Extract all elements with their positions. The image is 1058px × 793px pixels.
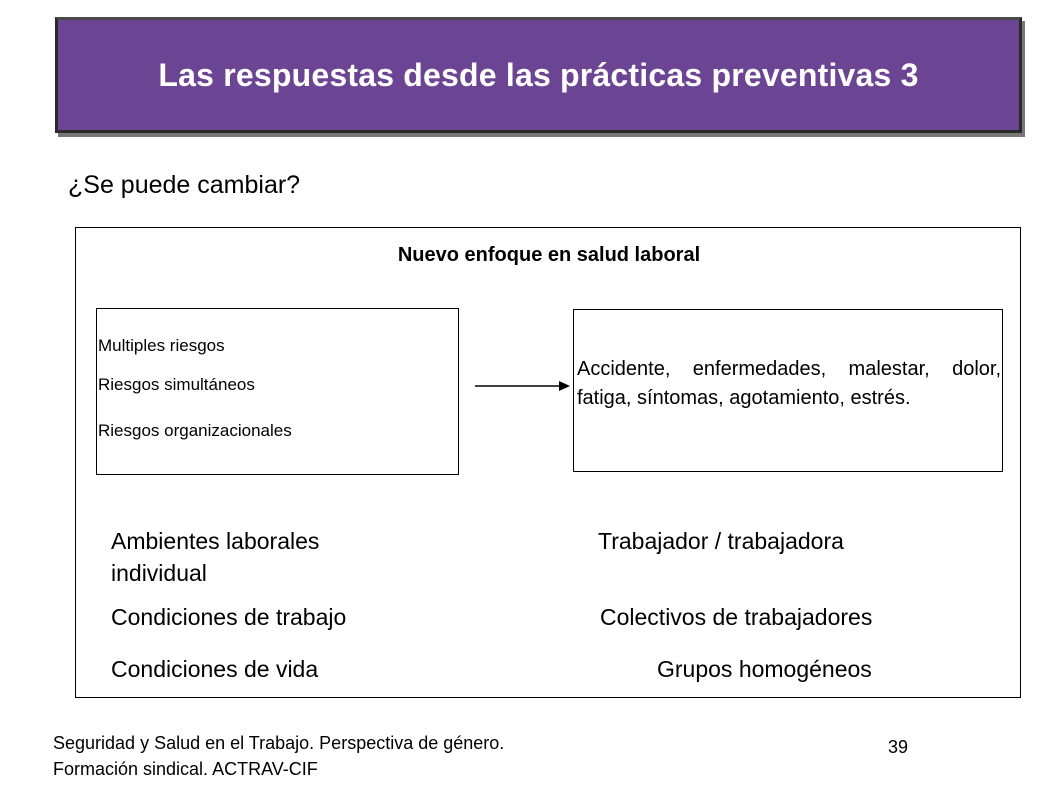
effects-text: Accidente, enfermedades, malestar, dolor, fatiga, síntomas, agotamiento, estrés. <box>577 358 1001 409</box>
slide-title: Las respuestas desde las prácticas preventivas 3 <box>158 56 919 93</box>
diagram-title: Nuevo enfoque en salud laboral <box>397 244 701 266</box>
page-number: 39 <box>888 737 909 757</box>
risks-box <box>96 308 459 475</box>
footer-line: Formación sindical. ACTRAV-CIF <box>53 759 318 779</box>
factor-left: Condiciones de trabajo <box>111 604 347 630</box>
question-text: ¿Se puede cambiar? <box>68 171 301 199</box>
factor-left: Ambientes laborales <box>111 528 320 554</box>
arrow-right-icon <box>475 379 571 393</box>
factor-right: Grupos homogéneos <box>657 656 872 682</box>
factor-continuation: individual <box>111 560 207 586</box>
risk-item: Riesgos simultáneos <box>98 375 255 394</box>
factor-right: Colectivos de trabajadores <box>600 604 873 630</box>
footer-line: Seguridad y Salud en el Trabajo. Perspectiva de género. <box>53 733 505 753</box>
factor-right: Trabajador / trabajadora <box>598 528 844 554</box>
footer-credits <box>53 730 504 782</box>
factor-left: Condiciones de vida <box>111 656 319 682</box>
risk-item: Multiples riesgos <box>98 336 225 355</box>
risk-item: Riesgos organizacionales <box>98 421 292 440</box>
title-bar <box>55 17 1022 133</box>
diagram-frame <box>75 227 1021 698</box>
effects-box <box>573 309 1003 472</box>
